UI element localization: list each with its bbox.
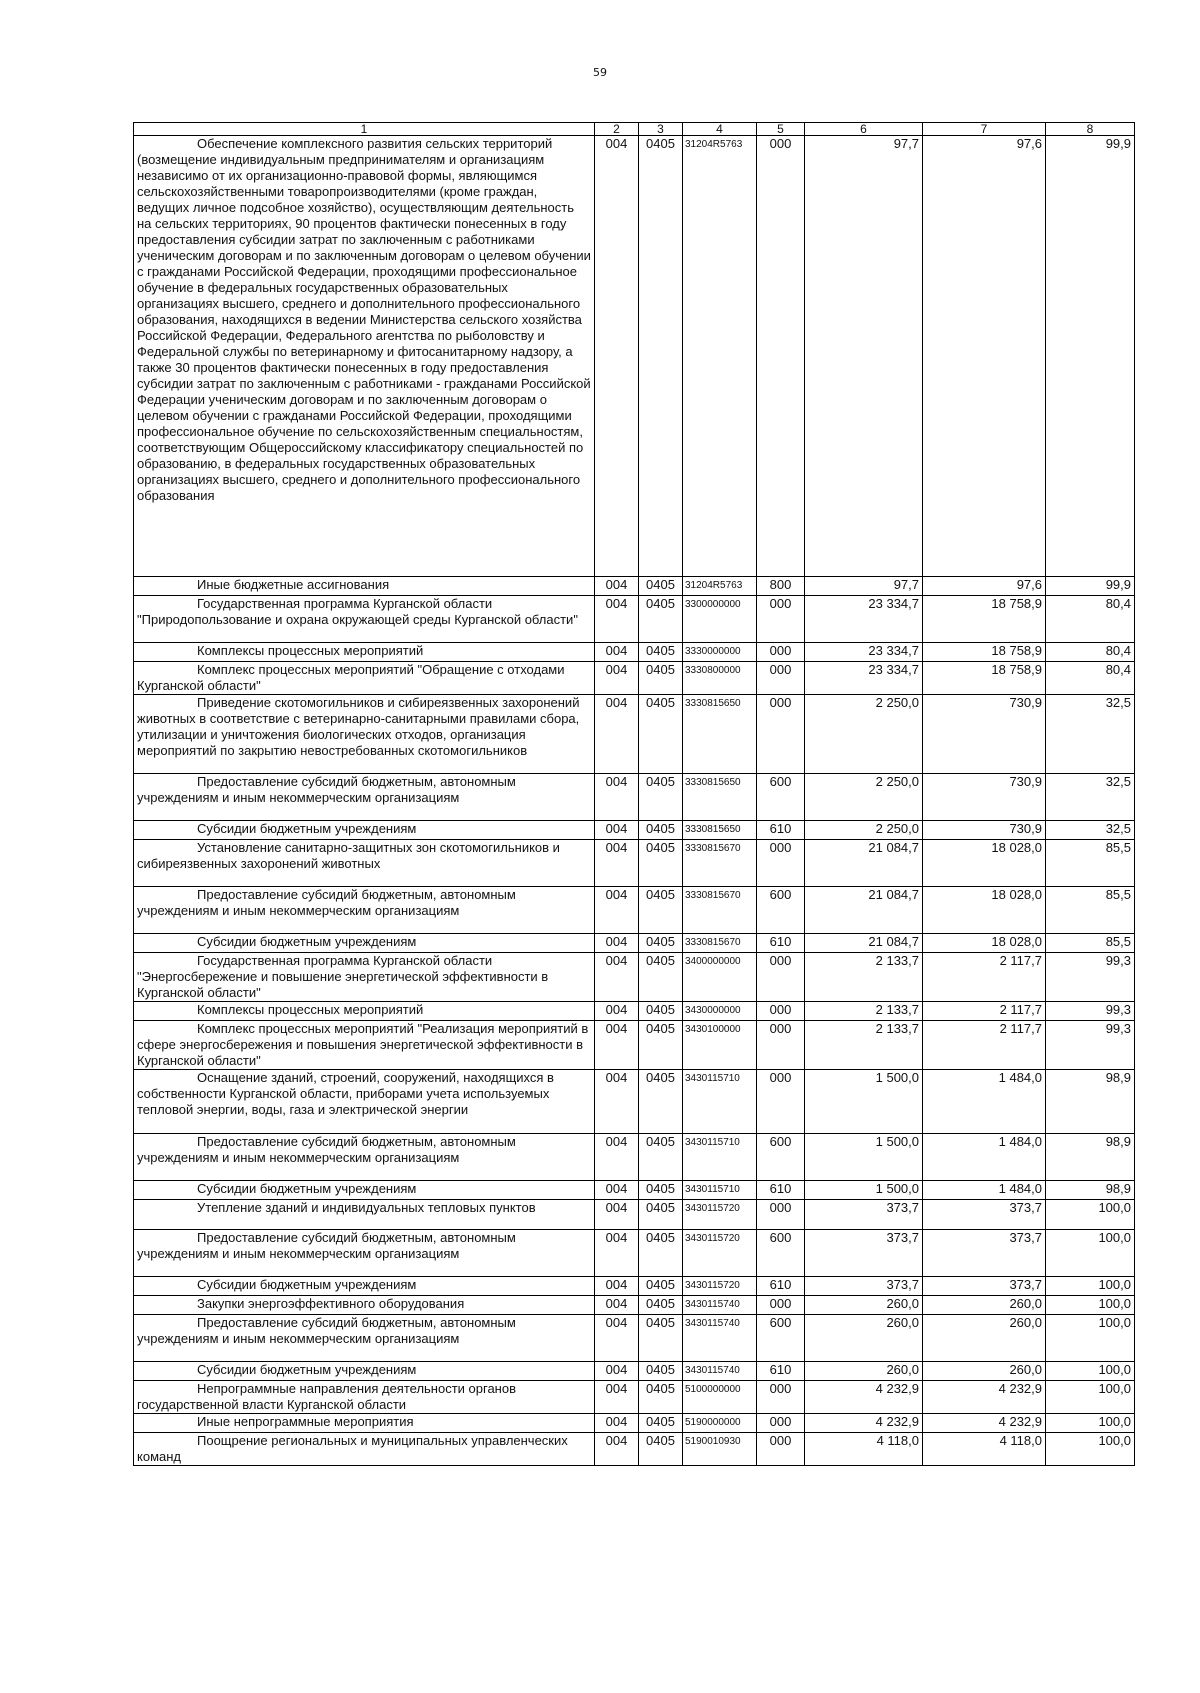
column-header: 1 [134,123,595,136]
cell-c3: 0405 [639,1134,683,1181]
table-row [134,953,1135,1002]
row-name-cell [134,774,595,821]
row-name-cell [134,695,595,774]
row-name-cell [134,1070,595,1134]
cell-c6: 260,0 [805,1362,923,1381]
cell-c8: 100,0 [1046,1200,1135,1230]
cell-c4: 3330815650 [683,695,757,774]
cell-c6: 23 334,7 [805,596,923,643]
cell-c2: 004 [595,1296,639,1315]
cell-c2: 004 [595,887,639,934]
cell-c2: 004 [595,1021,639,1070]
cell-c7: 97,6 [923,577,1046,596]
cell-c7: 18 758,9 [923,643,1046,662]
cell-c4: 5190000000 [683,1414,757,1433]
column-header: 5 [757,123,805,136]
cell-c8: 100,0 [1046,1433,1135,1466]
row-name: Закупки энергоэффективного оборудования [197,1296,465,1311]
cell-c5: 000 [757,662,805,695]
cell-c3: 0405 [639,1362,683,1381]
row-name-cell [134,643,595,662]
cell-c4: 3300000000 [683,596,757,643]
row-name-cell [134,1433,595,1466]
row-name: Комплекс процессных мероприятий "Обращение с отходами Курганской области" [137,662,565,693]
column-header: 6 [805,123,923,136]
table-row [134,821,1135,840]
cell-c7: 2 117,7 [923,953,1046,1002]
cell-c7: 1 484,0 [923,1181,1046,1200]
row-name: Иные бюджетные ассигнования [197,577,390,592]
row-name: Комплекс процессных мероприятий "Реализация мероприятий в сфере энергосбережения и повышения энергетической эффективности в Курганской области" [137,1021,589,1068]
row-name: Комплексы процессных мероприятий [197,1002,424,1017]
cell-c6: 260,0 [805,1315,923,1362]
cell-c2: 004 [595,840,639,887]
cell-c5: 000 [757,695,805,774]
row-name-cell [134,821,595,840]
cell-c5: 610 [757,821,805,840]
table-row [134,695,1135,774]
cell-c3: 0405 [639,840,683,887]
row-name-cell [134,1296,595,1315]
table-row [134,136,1135,577]
cell-c5: 000 [757,643,805,662]
row-name-cell [134,887,595,934]
cell-c3: 0405 [639,643,683,662]
row-name-cell [134,662,595,695]
row-name: Субсидии бюджетным учреждениям [197,1277,417,1292]
cell-c5: 000 [757,596,805,643]
row-name: Обеспечение комплексного развития сельских территорий (возмещение индивидуальным предпринимателям и организациям независимо от их организационно-правовой формы, являющимся сельскохозяйственными товаропроизводителями (кроме граждан, ведущих личное подсобное хозяйство), осуществляющим деятельность на сельских территориях, 90 процентов фактически понесенных в году предоставления субсидии затрат по заключенным с работниками ученическим договорам и по заключенным договорам о целевом обучении с гражданами Российской Федерации, проходящими профессиональное обучение в федеральных государственных образовательных организациях высшего, среднего и дополнительного профессионального образования, находящихся в ведении Министерства сельского хозяйства Российской Федерации, Федерального агентства по рыболовству и Федеральной службы по ветеринарному и фитосанитарному надзору, а также 30 процентов фактически понесенных в году предоставления субсидии затрат по заключенным с работниками - гражданами Российской Федерации ученическим договорам и по заключенным договорам о целевом обучении с гражданами Российской Федерации, проходящими профессиональное обучение по сельскохозяйственным специальностям, соответствующим Общероссийскому классификатору специальностей по образованию, в федеральных государственных образовательных организациях высшего, среднего и дополнительного профессионального образования [137,136,591,503]
cell-c5: 000 [757,1414,805,1433]
cell-c3: 0405 [639,1021,683,1070]
cell-c5: 000 [757,840,805,887]
cell-c8: 99,9 [1046,577,1135,596]
cell-c4: 3430115740 [683,1296,757,1315]
cell-c8: 80,4 [1046,643,1135,662]
cell-c2: 004 [595,1315,639,1362]
table-row [134,1315,1135,1362]
cell-c7: 4 232,9 [923,1381,1046,1414]
cell-c5: 600 [757,774,805,821]
cell-c3: 0405 [639,1433,683,1466]
cell-c3: 0405 [639,1414,683,1433]
cell-c8: 98,9 [1046,1181,1135,1200]
row-name-cell [134,1134,595,1181]
cell-c6: 2 250,0 [805,695,923,774]
cell-c7: 18 758,9 [923,662,1046,695]
row-name-cell [134,1230,595,1277]
cell-c2: 004 [595,1070,639,1134]
cell-c2: 004 [595,1277,639,1296]
cell-c6: 4 232,9 [805,1381,923,1414]
cell-c2: 004 [595,1414,639,1433]
row-name-cell [134,596,595,643]
cell-c4: 3330815670 [683,840,757,887]
row-name-cell [134,934,595,953]
cell-c3: 0405 [639,596,683,643]
cell-c8: 100,0 [1046,1230,1135,1277]
cell-c2: 004 [595,774,639,821]
row-name: Установление санитарно-защитных зон скотомогильников и сибиреязвенных захоронений животных [137,840,560,871]
cell-c5: 000 [757,1381,805,1414]
row-name: Приведение скотомогильников и сибиреязвенных захоронений животных в соответствие с ветеринарно-санитарными правилами сбора, утилизации и уничтожения биологических отходов, организация мероприятий по закрытию невостребованных скотомогильников [137,695,580,758]
cell-c4: 3430115710 [683,1070,757,1134]
cell-c8: 99,3 [1046,1021,1135,1070]
row-name: Субсидии бюджетным учреждениям [197,821,417,836]
table-row [134,774,1135,821]
row-name-cell [134,1381,595,1414]
cell-c4: 3430115720 [683,1230,757,1277]
cell-c3: 0405 [639,695,683,774]
cell-c7: 18 028,0 [923,840,1046,887]
cell-c7: 373,7 [923,1230,1046,1277]
cell-c6: 23 334,7 [805,643,923,662]
row-name-cell [134,1277,595,1296]
cell-c4: 3430115740 [683,1362,757,1381]
cell-c6: 373,7 [805,1200,923,1230]
cell-c4: 31204R5763 [683,577,757,596]
row-name-cell [134,1414,595,1433]
cell-c6: 2 133,7 [805,1021,923,1070]
cell-c2: 004 [595,1002,639,1021]
cell-c7: 2 117,7 [923,1002,1046,1021]
table-row [134,1296,1135,1315]
cell-c2: 004 [595,1134,639,1181]
cell-c4: 3330815670 [683,887,757,934]
cell-c6: 97,7 [805,136,923,577]
cell-c8: 99,3 [1046,953,1135,1002]
row-name: Предоставление субсидий бюджетным, автономным учреждениям и иным некоммерческим организациям [137,1315,516,1346]
cell-c3: 0405 [639,1230,683,1277]
row-name: Государственная программа Курганской области "Природопользование и охрана окружающей среды Курганской области" [137,596,578,627]
cell-c4: 3430000000 [683,1002,757,1021]
cell-c2: 004 [595,821,639,840]
cell-c3: 0405 [639,1277,683,1296]
cell-c3: 0405 [639,887,683,934]
cell-c5: 600 [757,1315,805,1362]
table-row [134,1230,1135,1277]
table-row [134,1134,1135,1181]
cell-c6: 1 500,0 [805,1181,923,1200]
cell-c2: 004 [595,643,639,662]
cell-c4: 31204R5763 [683,136,757,577]
cell-c8: 99,3 [1046,1002,1135,1021]
table-row [134,934,1135,953]
cell-c6: 21 084,7 [805,887,923,934]
row-name-cell [134,953,595,1002]
column-header: 8 [1046,123,1135,136]
cell-c6: 1 500,0 [805,1134,923,1181]
cell-c8: 100,0 [1046,1414,1135,1433]
cell-c7: 260,0 [923,1362,1046,1381]
cell-c8: 98,9 [1046,1070,1135,1134]
cell-c5: 000 [757,1021,805,1070]
cell-c2: 004 [595,1381,639,1414]
table-row [134,1002,1135,1021]
cell-c5: 600 [757,887,805,934]
cell-c6: 373,7 [805,1277,923,1296]
row-name-cell [134,1021,595,1070]
row-name-cell [134,840,595,887]
cell-c4: 3330000000 [683,643,757,662]
table-row [134,596,1135,643]
column-header: 3 [639,123,683,136]
cell-c5: 600 [757,1230,805,1277]
cell-c2: 004 [595,695,639,774]
cell-c7: 18 028,0 [923,887,1046,934]
cell-c4: 3430115740 [683,1315,757,1362]
cell-c5: 610 [757,1277,805,1296]
page-number: 59 [593,66,607,79]
row-name: Предоставление субсидий бюджетным, автономным учреждениям и иным некоммерческим организациям [137,887,516,918]
cell-c6: 2 250,0 [805,821,923,840]
cell-c3: 0405 [639,577,683,596]
cell-c2: 004 [595,934,639,953]
cell-c5: 000 [757,1070,805,1134]
cell-c7: 1 484,0 [923,1070,1046,1134]
table-row [134,1070,1135,1134]
cell-c3: 0405 [639,662,683,695]
row-name: Иные непрограммные мероприятия [197,1414,414,1429]
column-number-row [134,123,1135,136]
cell-c8: 98,9 [1046,1134,1135,1181]
cell-c7: 260,0 [923,1315,1046,1362]
cell-c7: 730,9 [923,774,1046,821]
row-name-cell [134,1200,595,1230]
cell-c2: 004 [595,662,639,695]
cell-c6: 2 250,0 [805,774,923,821]
table-row [134,577,1135,596]
table-row [134,1414,1135,1433]
row-name: Предоставление субсидий бюджетным, автономным учреждениям и иным некоммерческим организациям [137,1134,516,1165]
row-name: Субсидии бюджетным учреждениям [197,1362,417,1377]
cell-c2: 004 [595,1200,639,1230]
cell-c2: 004 [595,596,639,643]
row-name-cell [134,1315,595,1362]
cell-c8: 100,0 [1046,1296,1135,1315]
budget-table [133,122,1135,1466]
row-name: Предоставление субсидий бюджетным, автономным учреждениям и иным некоммерческим организациям [137,774,516,805]
cell-c3: 0405 [639,1002,683,1021]
cell-c7: 4 232,9 [923,1414,1046,1433]
row-name: Оснащение зданий, строений, сооружений, находящихся в собственности Курганской области, приборами учета используемых тепловой энергии, воды, газа и электрической энергии [137,1070,554,1117]
cell-c3: 0405 [639,1181,683,1200]
cell-c5: 800 [757,577,805,596]
cell-c7: 18 758,9 [923,596,1046,643]
cell-c5: 000 [757,953,805,1002]
cell-c5: 600 [757,1134,805,1181]
row-name: Предоставление субсидий бюджетным, автономным учреждениям и иным некоммерческим организациям [137,1230,516,1261]
cell-c8: 32,5 [1046,695,1135,774]
table-row [134,1433,1135,1466]
cell-c8: 32,5 [1046,821,1135,840]
cell-c5: 000 [757,1200,805,1230]
cell-c6: 4 232,9 [805,1414,923,1433]
cell-c6: 260,0 [805,1296,923,1315]
cell-c4: 3430100000 [683,1021,757,1070]
cell-c3: 0405 [639,953,683,1002]
cell-c3: 0405 [639,1296,683,1315]
table-row [134,1181,1135,1200]
table-row [134,1362,1135,1381]
cell-c5: 000 [757,1433,805,1466]
row-name: Государственная программа Курганской области "Энергосбережение и повышение энергетической эффективности в Курганской области" [137,953,549,1000]
cell-c7: 97,6 [923,136,1046,577]
cell-c6: 23 334,7 [805,662,923,695]
cell-c8: 100,0 [1046,1362,1135,1381]
cell-c6: 97,7 [805,577,923,596]
cell-c4: 5190010930 [683,1433,757,1466]
column-header: 2 [595,123,639,136]
row-name-cell [134,1362,595,1381]
table-row [134,840,1135,887]
table-row [134,643,1135,662]
cell-c8: 100,0 [1046,1277,1135,1296]
cell-c2: 004 [595,1230,639,1277]
row-name: Непрограммные направления деятельности органов государственной власти Курганской области [137,1381,517,1412]
column-header: 4 [683,123,757,136]
cell-c5: 610 [757,1181,805,1200]
cell-c4: 3330815650 [683,774,757,821]
cell-c7: 1 484,0 [923,1134,1046,1181]
cell-c4: 3430115710 [683,1134,757,1181]
cell-c8: 80,4 [1046,662,1135,695]
cell-c2: 004 [595,1362,639,1381]
cell-c8: 99,9 [1046,136,1135,577]
cell-c4: 3400000000 [683,953,757,1002]
cell-c6: 373,7 [805,1230,923,1277]
cell-c7: 373,7 [923,1200,1046,1230]
cell-c5: 000 [757,1002,805,1021]
table-row [134,1381,1135,1414]
row-name-cell [134,1002,595,1021]
cell-c3: 0405 [639,774,683,821]
row-name-cell [134,136,595,577]
cell-c7: 260,0 [923,1296,1046,1315]
cell-c6: 21 084,7 [805,840,923,887]
cell-c3: 0405 [639,1070,683,1134]
cell-c8: 100,0 [1046,1315,1135,1362]
cell-c7: 730,9 [923,821,1046,840]
row-name: Субсидии бюджетным учреждениям [197,934,417,949]
cell-c7: 18 028,0 [923,934,1046,953]
table-row [134,1200,1135,1230]
cell-c4: 3330815670 [683,934,757,953]
cell-c8: 85,5 [1046,840,1135,887]
cell-c8: 80,4 [1046,596,1135,643]
cell-c3: 0405 [639,1381,683,1414]
cell-c3: 0405 [639,1315,683,1362]
cell-c3: 0405 [639,136,683,577]
cell-c8: 85,5 [1046,887,1135,934]
cell-c4: 3430115720 [683,1200,757,1230]
row-name: Субсидии бюджетным учреждениям [197,1181,417,1196]
cell-c6: 21 084,7 [805,934,923,953]
row-name: Поощрение региональных и муниципальных управленческих команд [137,1433,568,1464]
cell-c6: 1 500,0 [805,1070,923,1134]
cell-c6: 2 133,7 [805,953,923,1002]
table-row [134,662,1135,695]
cell-c2: 004 [595,1433,639,1466]
cell-c6: 2 133,7 [805,1002,923,1021]
cell-c7: 730,9 [923,695,1046,774]
cell-c8: 85,5 [1046,934,1135,953]
cell-c2: 004 [595,1181,639,1200]
row-name: Утепление зданий и индивидуальных тепловых пунктов [197,1200,536,1215]
cell-c4: 3430115710 [683,1181,757,1200]
cell-c5: 000 [757,136,805,577]
cell-c4: 3330800000 [683,662,757,695]
row-name-cell [134,1181,595,1200]
cell-c3: 0405 [639,934,683,953]
cell-c5: 610 [757,934,805,953]
table-row [134,1277,1135,1296]
cell-c3: 0405 [639,1200,683,1230]
cell-c7: 4 118,0 [923,1433,1046,1466]
table-row [134,887,1135,934]
cell-c5: 610 [757,1362,805,1381]
column-header: 7 [923,123,1046,136]
cell-c4: 3330815650 [683,821,757,840]
cell-c7: 2 117,7 [923,1021,1046,1070]
cell-c8: 100,0 [1046,1381,1135,1414]
cell-c2: 004 [595,136,639,577]
cell-c6: 4 118,0 [805,1433,923,1466]
cell-c2: 004 [595,577,639,596]
table-row [134,1021,1135,1070]
row-name-cell [134,577,595,596]
cell-c4: 5100000000 [683,1381,757,1414]
cell-c4: 3430115720 [683,1277,757,1296]
cell-c8: 32,5 [1046,774,1135,821]
cell-c2: 004 [595,953,639,1002]
cell-c3: 0405 [639,821,683,840]
row-name: Комплексы процессных мероприятий [197,643,424,658]
cell-c5: 000 [757,1296,805,1315]
cell-c7: 373,7 [923,1277,1046,1296]
